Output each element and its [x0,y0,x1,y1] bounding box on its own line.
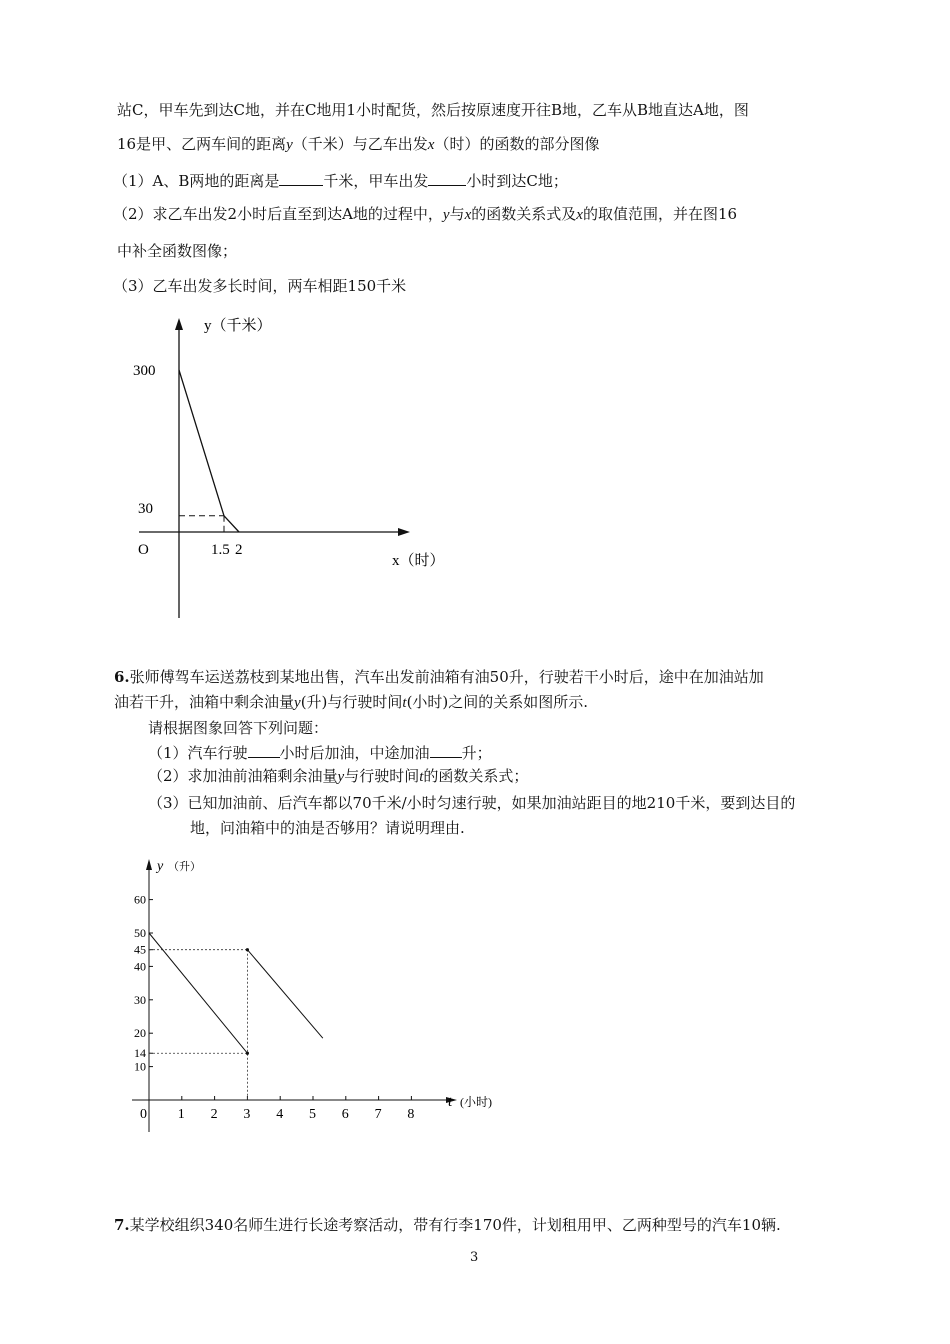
p5-question-1: （1）A、B两地的距离是 千米，甲车出发 小时到达C地； [113,172,568,190]
series-before-refuel [149,933,247,1053]
y-tick-label: 30 [138,500,153,517]
x-axis-arrow [398,528,410,536]
p6-question-1: （1）汽车行驶 小时后加油，中途加油 升； [148,744,492,762]
x-tick-label: 3 [243,1107,251,1122]
x-tick-label: 2 [210,1107,218,1122]
p6-question-3-cont: 地，问油箱中的油是否够用？请说明理由. [190,819,465,837]
page-number: 3 [470,1250,479,1265]
p7-line-1: 7.某学校组织340名师生进行长途考察活动，带有行李170件，计划租用甲、乙两种型号的汽车10辆. [114,1216,781,1234]
data-point [246,1052,249,1055]
p6-line-2: 油若干升，油箱中剩余油量y(升)与行驶时间t(小时)之间的关系如图所示. [114,693,589,711]
y-tick-label: 30 [134,992,146,1007]
series-after-refuel [247,950,322,1039]
y-tick-label: 14 [134,1046,146,1061]
y-axis-variable: y [157,859,164,874]
series-line [179,370,239,532]
x-tick-label: 1 [177,1107,185,1122]
y-tick-label: 20 [134,1026,146,1041]
x-tick-label: 2 [235,542,243,558]
x-axis-unit: (小时) [460,1095,492,1109]
y-tick-label: 300 [133,363,156,379]
x-tick-label: 7 [374,1107,382,1122]
x-axis-variable: t [448,1094,453,1110]
y-axis-arrow [175,318,183,330]
answer-blank[interactable] [279,171,323,186]
y-tick-label: 40 [134,959,146,974]
x-tick-label: 4 [276,1107,284,1122]
x-tick-label: 6 [341,1107,349,1122]
y-tick-label: 10 [134,1059,146,1074]
x-tick-label: 8 [407,1107,415,1122]
x-tick-label: 0 [140,1107,147,1122]
x-tick-label: 5 [309,1107,316,1122]
p5-question-2: （2）求乙车出发2小时后直至到达A地的过程中，y与x的函数关系式及x的取值范围，并在图16 [113,205,738,223]
data-point [246,948,249,951]
answer-blank[interactable] [248,743,280,758]
fuel-chart [120,850,520,1140]
y-axis-unit: （升） [168,861,201,873]
p5-question-2-cont: 中补全函数图像； [117,242,238,260]
y-tick-label: 50 [134,926,146,940]
x-axis-label: x（时） [392,553,445,569]
y-axis-arrow [146,859,152,870]
p6-intro: 请根据图象回答下列问题： [148,719,329,737]
p5-line-1: 站C，甲车先到达C地，并在C地用1小时配货，然后按原速度开往B地，乙车从B地直达A地，图 [117,101,749,119]
y-tick-label: 45 [134,942,146,957]
p6-question-2: （2）求加油前油箱剩余油量y与行驶时间t的函数关系式； [148,767,529,785]
x-tick-label: 1.5 [211,542,230,558]
p6-question-3: （3）已知加油前、后汽车都以70千米/小时匀速行驶，如果加油站距目的地210千米，要到达目的 [148,794,796,812]
answer-blank[interactable] [430,743,462,758]
y-tick-label: 60 [134,892,146,907]
y-axis-label: y（千米） [204,318,272,334]
answer-blank[interactable] [428,171,466,186]
p6-line-1: 6.张师傅驾车运送荔枝到某地出售，汽车出发前油箱有油50升，行驶若干小时后，途中在加油站加 [114,668,764,686]
p5-question-3: （3）乙车出发多长时间，两车相距150千米 [113,277,407,295]
figure-16-chart [120,310,460,630]
origin-label: O [138,542,149,558]
p5-line-2: 16是甲、乙两车间的距离y（千米）与乙车出发x（时）的函数的部分图像 [117,135,600,153]
